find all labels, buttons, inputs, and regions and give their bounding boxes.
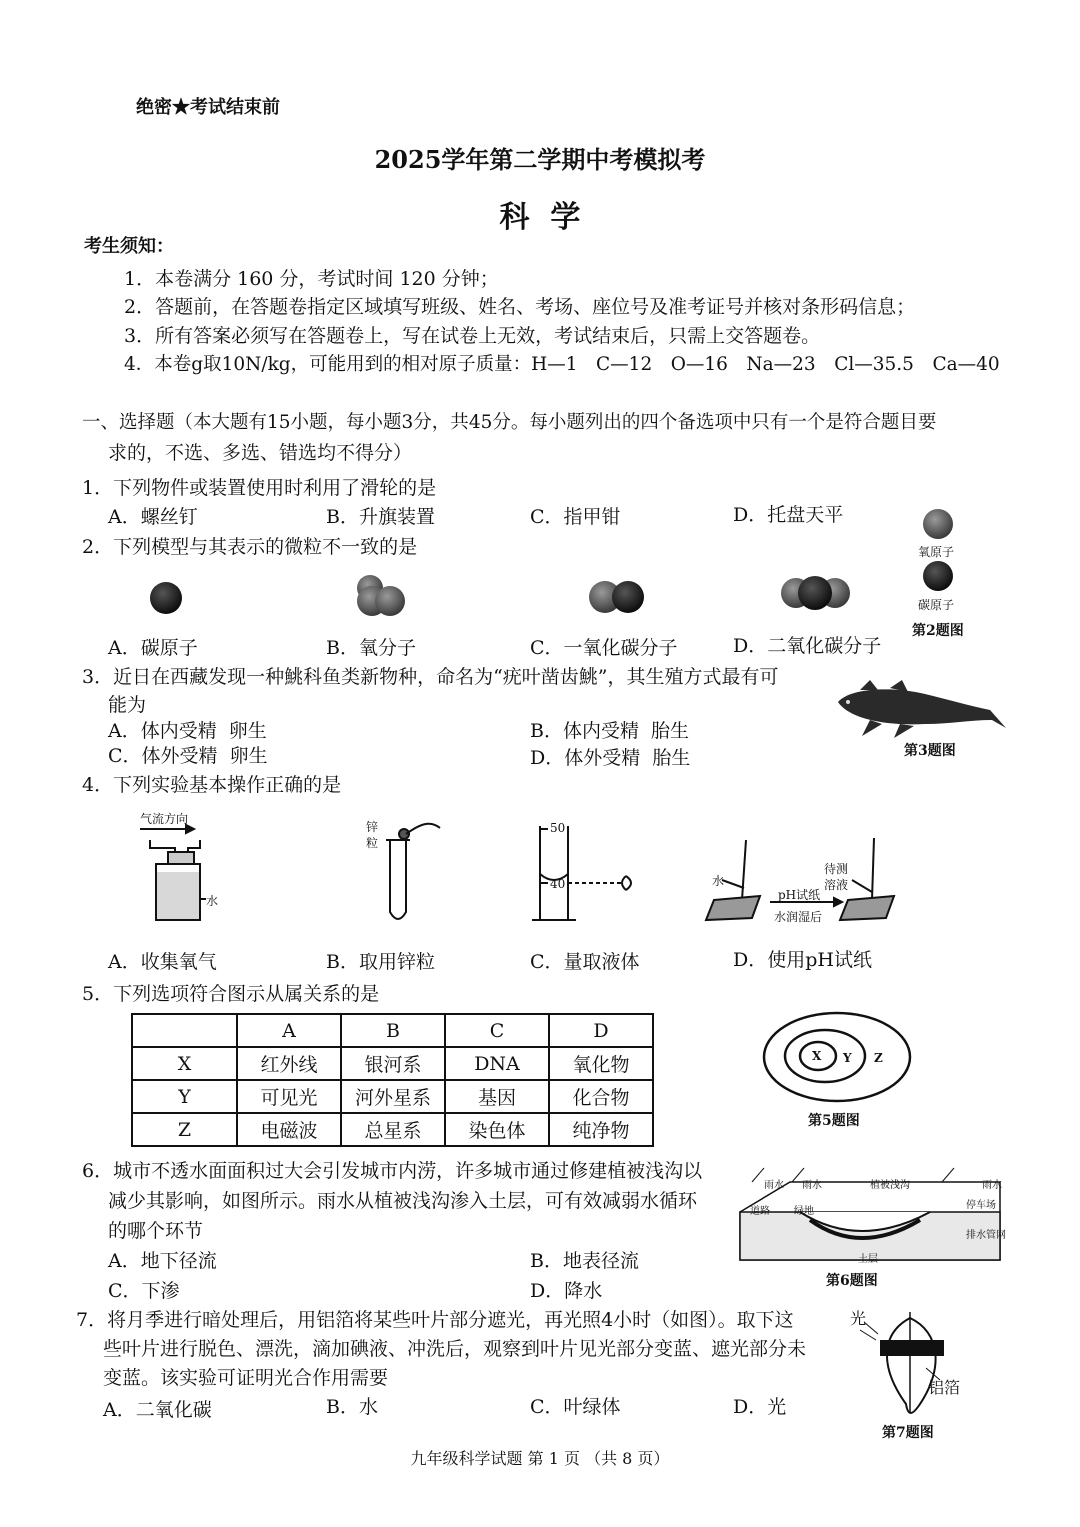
q2-caption: 第2题图 — [912, 623, 964, 639]
leaf-foil-figure — [850, 1308, 970, 1418]
q3-caption: 第3题图 — [904, 743, 956, 759]
notice-heading: 考生须知： — [84, 236, 174, 257]
q3-stem-cont: 能为 — [108, 694, 147, 716]
table-row — [132, 1113, 653, 1146]
q2-option-c: C．一氧化碳分子 — [530, 637, 678, 659]
wet-label: 水润湿后 — [774, 910, 823, 924]
q6-stem-cont-1: 减少其影响，如图所示。雨水从植被浅沟渗入土层，可有效减弱水循环 — [108, 1190, 698, 1212]
q2-option-b: B．氧分子 — [326, 637, 416, 659]
q4-option-d: D．使用pH试纸 — [733, 949, 872, 971]
table-cell: D — [549, 1014, 653, 1047]
label-rain-2: 雨水 — [802, 1180, 822, 1191]
legend-oxygen-label: 氧原子 — [918, 545, 955, 559]
q7-option-c: C．叶绿体 — [530, 1396, 621, 1418]
q7-stem-cont-1: 些叶片进行脱色、漂洗，滴加碘液、冲洗后，观察到叶片见光部分变蓝、遮光部分未 — [103, 1338, 807, 1360]
q3-option-d: D．体外受精 胎生 — [530, 747, 691, 769]
table-cell: X — [132, 1047, 237, 1080]
table-cell: 红外线 — [237, 1047, 341, 1080]
q2-option-d: D．二氧化碳分子 — [733, 635, 882, 657]
q6-stem-cont-2: 的哪个环节 — [108, 1220, 204, 1242]
q1-option-a: A．螺丝钉 — [108, 506, 198, 528]
q6-option-d: D．降水 — [530, 1280, 603, 1302]
q7-option-a: A．二氧化碳 — [103, 1399, 212, 1421]
page-footer: 九年级科学试题 第 1 页 （共 8 页） — [410, 1449, 670, 1468]
light-label: 光 — [850, 1309, 867, 1328]
cylinder-mark-40: 40 — [550, 877, 566, 891]
table-cell: 纯净物 — [549, 1113, 653, 1146]
q7-caption: 第7题图 — [882, 1425, 934, 1441]
label-road: 道路 — [750, 1206, 770, 1217]
q6-stem: 6．城市不透水面面积过大会引发城市内涝，许多城市通过修建植被浅沟以 — [82, 1160, 703, 1182]
table-cell: 化合物 — [549, 1080, 653, 1113]
exam-title: 2025学年第二学期中考模拟考 — [374, 145, 706, 174]
notice-item-1: 1．本卷满分 160 分，考试时间 120 分钟； — [124, 268, 499, 290]
label-rain-1: 雨水 — [764, 1180, 784, 1191]
q4-stem: 4．下列实验基本操作正确的是 — [82, 774, 342, 796]
q7-option-b: B．水 — [326, 1396, 378, 1418]
table-cell: 可见光 — [237, 1080, 341, 1113]
section-heading-cont: 求的，不选、多选、错选均不得分） — [108, 442, 413, 464]
table-cell: 总星系 — [341, 1113, 445, 1146]
q5-caption: 第5题图 — [808, 1113, 860, 1129]
table-cell: 基因 — [445, 1080, 549, 1113]
table-cell: C — [445, 1014, 549, 1047]
q3-stem: 3．近日在西藏发现一种鮡科鱼类新物种，命名为“疣叶凿齿鮡”，其生殖方式最有可 — [82, 666, 779, 688]
q4-option-a: A．收集氧气 — [108, 951, 217, 973]
table-cell: B — [341, 1014, 445, 1047]
q6-caption: 第6题图 — [826, 1273, 878, 1289]
q6-option-a: A．地下径流 — [108, 1250, 217, 1272]
subject-title: 科 学 — [499, 200, 581, 235]
notice-item-3: 3．所有答案必须写在答题卷上，写在试卷上无效，考试结束后，只需上交答题卷。 — [124, 325, 821, 347]
legend-carbon-label: 碳原子 — [918, 598, 955, 612]
section-heading: 一、选择题（本大题有15小题，每小题3分，共45分。每小题列出的四个备选项中只有一个是符合题目要 — [82, 412, 937, 433]
table-cell: Z — [132, 1113, 237, 1146]
venn-label-y: Y — [843, 1051, 852, 1065]
label-drain-pipe: 排水管网 — [966, 1230, 1006, 1241]
q7-option-d: D．光 — [733, 1396, 787, 1418]
zinc-label-2: 粒 — [366, 836, 379, 850]
q1-option-c: C．指甲钳 — [530, 506, 621, 528]
zinc-label-1: 锌 — [366, 820, 379, 834]
q7-stem-cont-2: 变蓝。该实验可证明光合作用需要 — [103, 1367, 389, 1389]
label-swale: 植被浅沟 — [870, 1180, 910, 1191]
q1-option-d: D．托盘天平 — [733, 504, 844, 526]
table-cell: 氧化物 — [549, 1047, 653, 1080]
q2-stem: 2．下列模型与其表示的微粒不一致的是 — [82, 536, 418, 558]
notice-item-2: 2．答题前，在答题卷指定区域填写班级、姓名、考场、座位号及准考证号并核对条形码信息； — [124, 296, 916, 318]
test-solution-label-2: 溶液 — [824, 878, 849, 892]
q4-option-c: C．量取液体 — [530, 951, 640, 973]
label-parking: 停车场 — [966, 1200, 996, 1211]
q7-stem: 7．将月季进行暗处理后，用铝箔将某些叶片部分遮光，再光照4小时（如图）。取下这 — [76, 1309, 794, 1331]
foil-label: 铝箔 — [928, 1378, 961, 1397]
notice-item-4: 4．本卷g取10N/kg，可能用到的相对原子质量：H—1 C—12 O—16 Na—23 Cl—35.5 Ca—40 — [124, 354, 1000, 375]
test-solution-label-1: 待测 — [824, 862, 849, 876]
venn-label-x: X — [812, 1049, 822, 1063]
q1-option-b: B．升旗装置 — [326, 506, 435, 528]
water-label-a: 水 — [206, 894, 219, 908]
q3-option-b: B．体内受精 胎生 — [530, 720, 690, 742]
table-cell: 银河系 — [341, 1047, 445, 1080]
table-cell: Y — [132, 1080, 237, 1113]
ph-paper-label: pH试纸 — [778, 888, 821, 902]
q1-stem: 1．下列物件或装置使用时利用了滑轮的是 — [82, 477, 437, 499]
q3-option-c: C．体外受精 卵生 — [108, 745, 268, 767]
q4-option-b: B．取用锌粒 — [326, 951, 435, 973]
table-cell: 河外星系 — [341, 1080, 445, 1113]
q3-option-a: A．体内受精 卵生 — [108, 720, 267, 742]
table-cell: 电磁波 — [237, 1113, 341, 1146]
airflow-label: 气流方向 — [140, 812, 189, 826]
q6-option-c: C．下渗 — [108, 1280, 180, 1302]
label-soil: 土层 — [858, 1254, 878, 1265]
venn-label-z: Z — [874, 1051, 883, 1065]
q6-option-b: B．地表径流 — [530, 1250, 639, 1272]
q2-option-a: A．碳原子 — [108, 637, 198, 659]
label-rain-3: 雨水 — [982, 1180, 1002, 1191]
q5-stem: 5．下列选项符合图示从属关系的是 — [82, 983, 380, 1005]
table-cell: DNA — [445, 1047, 549, 1080]
cylinder-mark-50: 50 — [550, 821, 566, 835]
table-cell: 染色体 — [445, 1113, 549, 1146]
table-cell: A — [237, 1014, 341, 1047]
confidential-mark: 绝密★考试结束前 — [136, 97, 280, 118]
label-greenland: 绿地 — [794, 1206, 814, 1217]
water-label-d: 水 — [712, 874, 725, 888]
